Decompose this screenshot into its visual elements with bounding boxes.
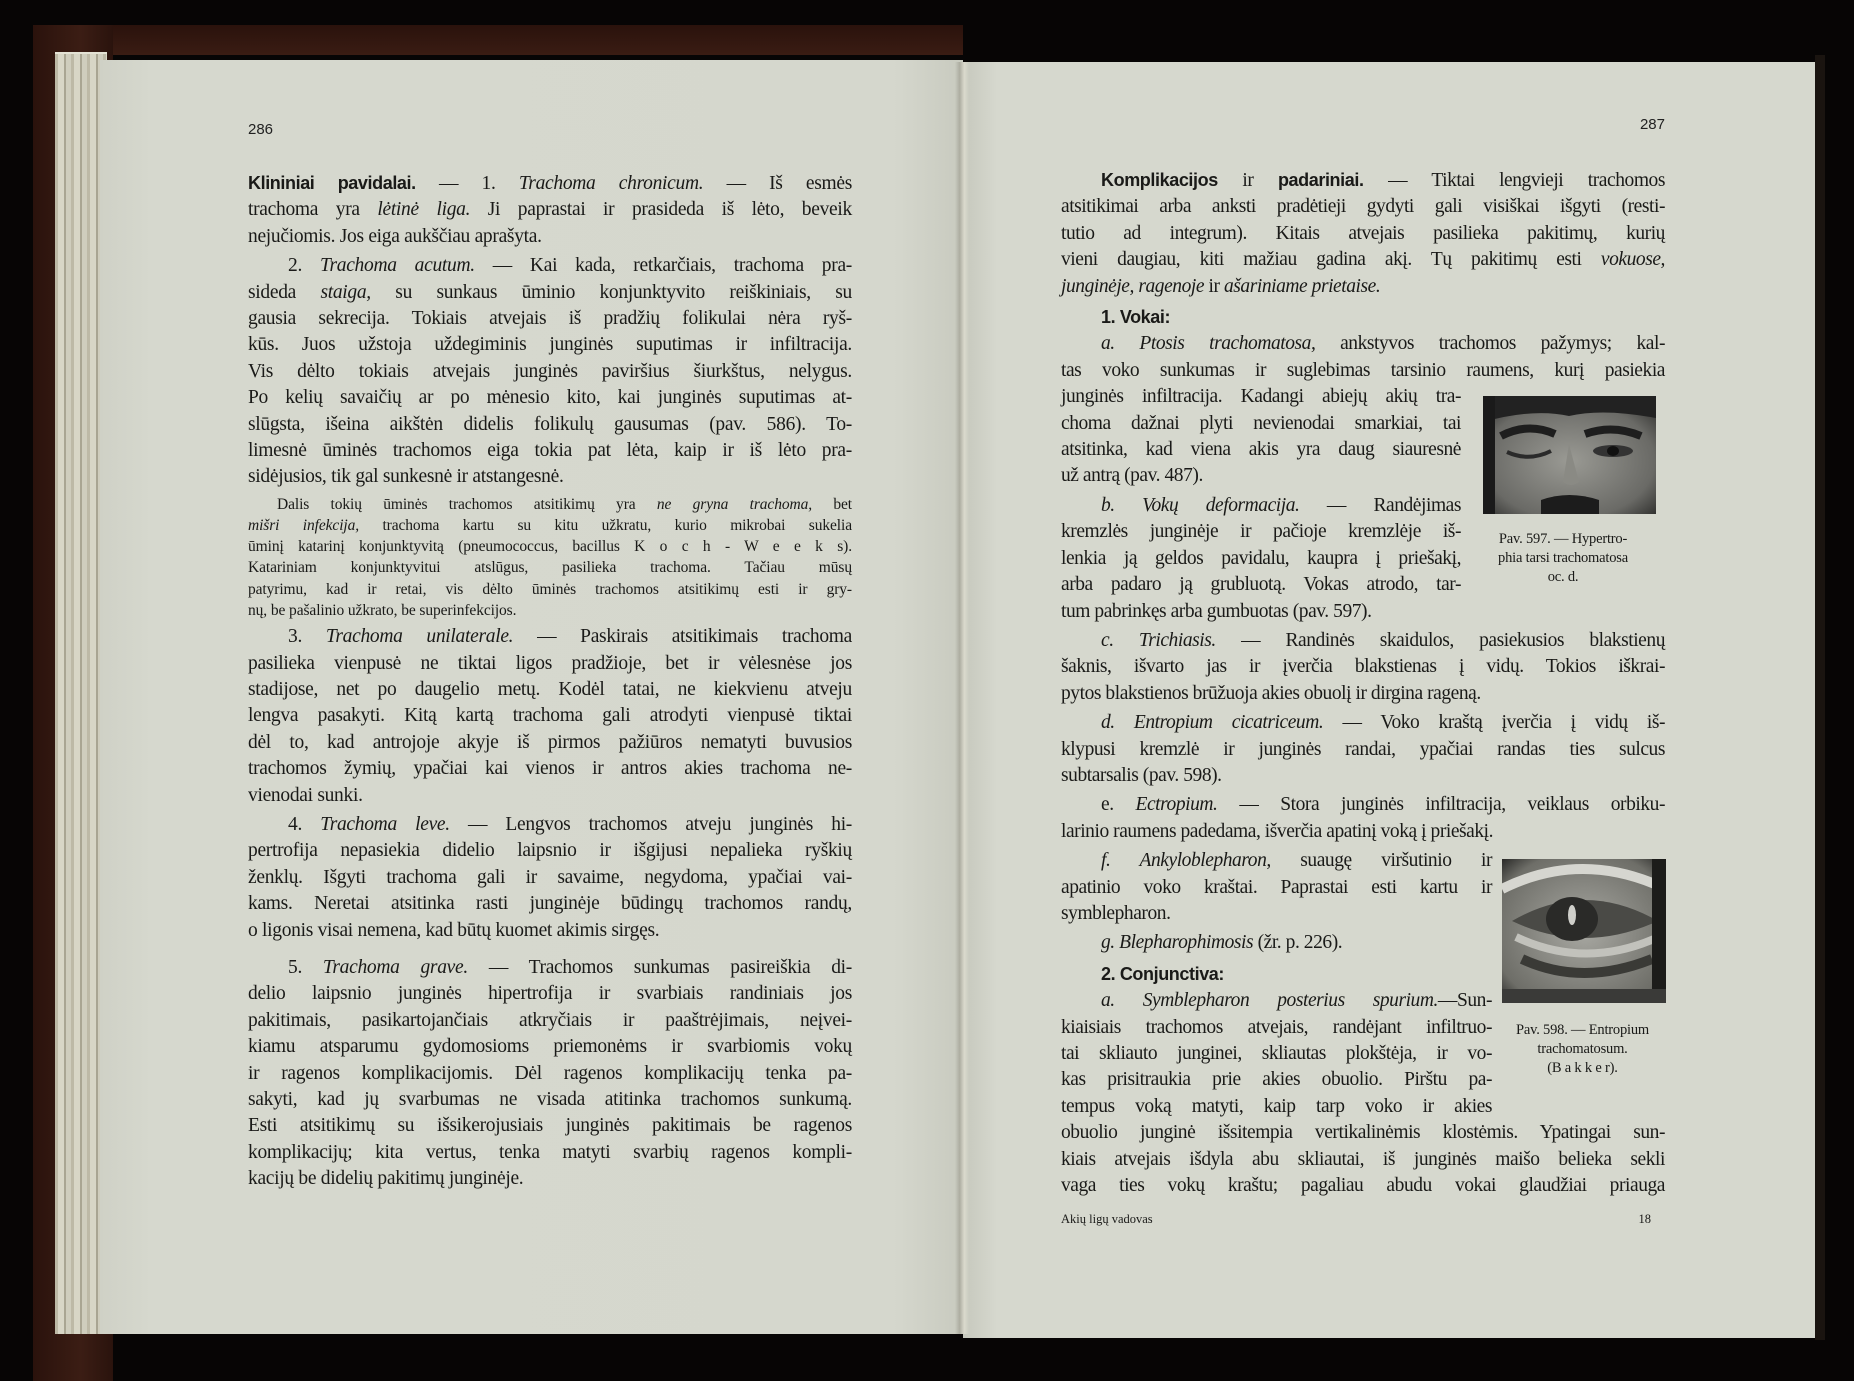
body-text: (žr. p. 226). — [1253, 932, 1343, 954]
text-line — [1061, 819, 1665, 845]
text-line — [1061, 654, 1665, 680]
body-text: — Trachomos sunkumas pasireiškia di- — [467, 956, 852, 978]
text-line — [1061, 358, 1665, 384]
body-text: 2. — [288, 255, 320, 277]
italic-text: Trachoma acutum. — [319, 255, 475, 277]
text-line — [248, 579, 852, 600]
italic-text: b. Vokų deformacija. — [1101, 494, 1300, 516]
figure-597-photo-face — [1483, 396, 1656, 514]
text-line — [248, 170, 852, 197]
text-line — [248, 1008, 852, 1034]
text-line — [1061, 167, 1665, 194]
text-line — [248, 812, 852, 838]
text-line — [248, 624, 852, 650]
body-text: junginės infiltracija. Kadangi abiejų akių tra- — [1061, 386, 1461, 408]
book-gutter — [955, 62, 969, 1334]
text-line — [1061, 221, 1665, 247]
body-text: nų, be pašalinio užkrato, be superinfekcijos. — [248, 601, 517, 619]
text-line — [248, 515, 852, 536]
figure-caption — [1492, 1021, 1665, 1078]
body-text: vaga ties vokų kraštu; pagaliau abudu vokai glaudžiai priauga — [1061, 1175, 1665, 1197]
body-text: — Randinės skaidulos, pasiekusios blakstienų — [1215, 629, 1665, 651]
body-text: bet — [812, 495, 852, 513]
body-text: kiamu atsparumu gydomosioms priemonėms ir svarbiomis vokų — [248, 1036, 852, 1058]
body-text: tempus voką matyti, kaip tarp voko ir akies — [1061, 1095, 1492, 1117]
figure-597 — [1461, 384, 1665, 594]
text-line — [248, 600, 852, 621]
body-text: tum pabrinkęs arba gumbuotas (pav. 597). — [1061, 600, 1372, 622]
text-line — [248, 359, 852, 385]
body-text: pasilieka vienpusė ne tiktai ligos pradžioje, bet ir vėlesnėse jos — [248, 652, 852, 674]
body-text: kremzlės junginėje ir pačioje kremzlėje iš- — [1061, 521, 1461, 543]
text-line — [248, 981, 852, 1007]
text-line — [248, 783, 852, 809]
text-line — [248, 224, 852, 250]
body-text: Po kelių savaičių ar po mėnesio kito, kai junginės suputimas at- — [248, 387, 852, 409]
body-text: 4. — [288, 813, 321, 835]
body-text: patyrimu, kad ir retai, vis dėlto ūminės trachomos atsitikimų esti ir gry- — [248, 580, 852, 598]
body-text: e. — [1101, 794, 1136, 816]
body-text: obuolio junginė išsitempia vertikalinėmis klostėmis. Ypatingai sun- — [1061, 1122, 1665, 1144]
text-line — [248, 918, 852, 944]
text-line — [248, 197, 852, 223]
paragraph — [248, 253, 852, 491]
bold-heading-text: Klininiai pavidalai. — [248, 173, 416, 193]
text-line — [248, 280, 852, 306]
paragraph — [1061, 628, 1665, 707]
body-text: komplikacijų; kita vertus, tenka matyti svarbių ragenos kompli- — [248, 1141, 852, 1163]
italic-text: g. Blepharophimosis — [1101, 932, 1254, 954]
body-text: atsitinka, kad viena akis yra daug siauresnė — [1061, 439, 1461, 461]
body-text: Dalis tokių ūminės trachomos atsitikimų yra — [277, 495, 657, 513]
paragraph — [248, 624, 852, 809]
body-text: pakitimais, pasikartojančiais atkryčiais ir paaštrėjimais, neįvei- — [248, 1009, 852, 1031]
text-line — [1061, 1173, 1665, 1199]
body-text: sakyti, kad jų svarbumas ne visada atitinka trachomos sunkumą. — [248, 1089, 852, 1110]
bold-heading-text: 2. Conjunctiva: — [1101, 963, 1225, 984]
book-cover-top — [33, 25, 963, 55]
caption-line: phia tarsi trachomatosa — [1498, 550, 1628, 567]
text-line — [1061, 681, 1665, 707]
body-text: vienodai sunki. — [248, 784, 363, 806]
body-text: už antrą (pav. 487). — [1061, 465, 1203, 487]
body-text: choma dažnai plyti nevienodai smarkiai, tai — [1061, 412, 1461, 434]
body-text: kiais atvejais išdyla abu skliautai, iš junginės maišo belieka sekli — [1061, 1148, 1665, 1170]
text-line — [1061, 1147, 1665, 1173]
text-line — [1061, 792, 1665, 818]
body-text: stadijose, net po daugelio metų. Kodėl tatai, ne kiekvienu atveju — [248, 678, 852, 700]
body-text: sideda — [248, 281, 321, 303]
italic-text: Ectropium. — [1135, 794, 1218, 816]
bold-heading-text: Komplikacijos — [1101, 170, 1218, 190]
text-line — [1061, 710, 1665, 736]
text-line — [248, 677, 852, 703]
text-line — [248, 464, 852, 490]
text-line — [1061, 763, 1665, 789]
text-line — [248, 412, 852, 438]
body-text: pertrofija nepasiekia didelio laipsnio ir išgijusi nepalieka ryškių — [248, 840, 852, 862]
body-text: Vis dėlto tokiais atvejais junginės paviršius šiurkštus, nelygus. — [248, 360, 852, 382]
body-text: trachoma yra — [248, 199, 378, 221]
text-line — [1061, 599, 1665, 625]
text-line — [1061, 1094, 1665, 1120]
body-text: gausia sekrecija. Tokiais atvejais iš pradžių folikulai nėra ryš- — [248, 308, 852, 330]
text-line — [248, 306, 852, 332]
body-text: kūs. Juos užstoja uždegiminis junginės suputimas ir infiltracija. — [248, 334, 852, 356]
body-text: ūminį katarinį konjunktyvitą (pneumococcus, bacillus K o c h - W e e k s). — [248, 538, 852, 556]
text-line — [248, 730, 852, 756]
body-text: Ji paprastai ir prasideda iš lėto, beveik — [470, 199, 852, 221]
text-line — [1061, 274, 1665, 300]
text-line — [248, 253, 852, 279]
text-line — [248, 703, 852, 729]
body-text: dėl to, kad antrojoje akyje iš pirmos pažiūros nematyti buvusios — [248, 731, 852, 753]
italic-text: c. Trichiasis. — [1101, 629, 1216, 651]
paragraph — [248, 494, 852, 621]
body-text: —Sun- — [1437, 990, 1492, 1012]
body-text: kacijų be didelių pakitimų junginėje. — [248, 1168, 524, 1190]
text-line — [1061, 194, 1665, 220]
text-line — [248, 332, 852, 358]
italic-text: a. Symblepharon posterius spurium. — [1101, 990, 1438, 1012]
italic-text: staiga, — [320, 281, 371, 303]
figure-caption — [1461, 530, 1665, 587]
body-text: subtarsalis (pav. 598). — [1061, 764, 1222, 786]
italic-text: Trachoma leve. — [320, 813, 450, 835]
italic-text: f. Ankyloblepharon, — [1101, 850, 1271, 872]
body-text: ir ragenos komplikacijomis. Dėl ragenos komplikacijų tenka pa- — [248, 1062, 852, 1084]
bold-heading-text: 1. Vokai: — [1101, 307, 1171, 328]
body-text: — Voko kraštą įverčia į vidų iš- — [1323, 712, 1665, 734]
body-text: Katariniam konjunktyvitui atslūgus, pasilieka trachoma. Tačiau mūsų — [248, 559, 852, 577]
body-text: sidėjusios, tik gal sunkesnė ir atstangesnė. — [248, 466, 564, 488]
paragraph — [248, 170, 852, 250]
text-line — [248, 1061, 852, 1087]
text-line — [1061, 331, 1665, 357]
text-line — [248, 385, 852, 411]
body-text: lengva pasakyti. Kitą kartą trachoma gali atrodyti vienpusė tiktai — [248, 705, 852, 727]
right-page-number: 287 — [1639, 116, 1665, 133]
body-text: — Tiktai lengvieji trachomos — [1363, 170, 1665, 191]
body-text: larinio raumens padedama, išverčia apatinį voką į priešakį. — [1061, 820, 1494, 842]
italic-text: Trachoma chronicum. — [518, 173, 704, 194]
text-line — [1061, 628, 1665, 654]
page-footer — [1061, 1211, 1665, 1227]
paragraph — [1061, 167, 1665, 300]
body-text: šaknis, išvarto jas ir įverčia blakstienas į vidų. Tokios iškrai- — [1061, 656, 1665, 678]
body-text: — Paskirais atsitikimais trachoma — [513, 626, 852, 648]
body-text: limesnė ūminės trachomos eiga tokia pat lėta, kaip ir iš lėto pra- — [248, 440, 852, 462]
italic-text: Trachoma unilaterale. — [325, 626, 514, 648]
italic-text: a. Ptosis trachomatosa, — [1101, 333, 1316, 355]
text-line — [248, 1140, 852, 1166]
body-text: kiaisiais trachomos atvejais, randėjant infiltruo- — [1061, 1016, 1492, 1038]
body-text: ir — [1217, 170, 1278, 191]
body-text: arba padaro ją grubluotą. Vokas atrodo, tar- — [1061, 574, 1461, 596]
body-text: atsitikimai arba anksti pradėtieji gydyti gali visiškai išgyti (resti- — [1061, 196, 1665, 218]
italic-text: d. Entropium cicatriceum. — [1101, 712, 1324, 734]
paragraph — [248, 812, 852, 944]
text-line — [248, 1113, 852, 1139]
body-text: Esti atsitikimų su išsikerojusiais junginės pakitimais be ragenos — [248, 1115, 852, 1137]
body-text: trachoma kartu su kitu užkratu, kurio mikrobai sukelia — [359, 517, 852, 535]
text-line — [248, 536, 852, 557]
body-text: ankstyvos trachomos pažymys; kal- — [1315, 333, 1665, 355]
body-text: su sunkaus ūminio konjunktyvito reiškiniais, su — [370, 281, 853, 303]
body-text: — Kai kada, retkarčiais, trachoma pra- — [474, 255, 853, 277]
body-text: suaugę viršutinio ir — [1270, 850, 1492, 872]
caption-line: Pav. 597. — Hypertro- — [1498, 531, 1628, 548]
paragraph — [1061, 792, 1665, 845]
text-line — [248, 955, 852, 981]
body-text: vieni daugiau, kiti mažiau gadina akį. Tų pakitimų esti — [1061, 249, 1601, 271]
italic-text: vokuose, — [1600, 249, 1665, 271]
caption-line: (B a k k e r). — [1547, 1060, 1618, 1077]
body-text: symblepharon. — [1061, 902, 1171, 924]
text-line — [1061, 304, 1665, 331]
left-page-text — [248, 170, 852, 1193]
italic-text: mišri infekcija, — [248, 517, 360, 535]
italic-text: ne gryna trachoma, — [656, 495, 813, 513]
bold-heading-text: padariniai. — [1277, 170, 1364, 190]
body-text: 5. — [288, 956, 323, 978]
body-text: lenkia ją geldos pavidalu, kaupra į priešakį, — [1061, 547, 1461, 569]
section-heading — [1061, 304, 1665, 331]
body-text: kams. Neretai atsitinka rasti junginėje būdingų trachomos randų, — [248, 893, 852, 915]
body-text: o ligonis visai nemena, kad būtų kuomet akimis sirgęs. — [248, 919, 660, 941]
text-line — [248, 1034, 852, 1060]
italic-text: ašariniame prietaise. — [1223, 275, 1381, 297]
body-text: nejučiomis. Jos eiga aukščiau aprašyta. — [248, 225, 542, 247]
figure-598-photo-eye — [1502, 859, 1666, 1003]
right-page-edge — [1815, 55, 1825, 1340]
footer-signature-number: 18 — [1638, 1212, 1651, 1227]
body-text: tas voko sunkumas ir suglebimas tarsinio raumens, kurį pasiekia — [1061, 359, 1665, 381]
text-line — [248, 651, 852, 677]
body-text: — 1. — [415, 173, 519, 194]
figure-598 — [1492, 845, 1665, 1095]
text-line — [248, 891, 852, 917]
caption-line: trachomatosum. — [1537, 1041, 1628, 1058]
left-page-number: 286 — [248, 121, 274, 138]
body-text: kas prisitraukia prie akies obuolio. Pirštu pa- — [1061, 1069, 1492, 1091]
body-text: ir — [1204, 275, 1224, 297]
text-line — [248, 438, 852, 464]
caption-line: oc. d. — [1547, 569, 1579, 586]
body-text: pytos blakstienos brūžuoja akies obuolį ir dirgina rageną. — [1061, 682, 1481, 704]
text-line — [248, 557, 852, 578]
italic-text: junginėje, ragenoje — [1061, 275, 1205, 297]
body-text: tai skliauto junginei, skliautas plokštėja, ir vo- — [1061, 1043, 1492, 1064]
body-text: trachomos žymių, ypačiai kai vienos ir antros akies trachoma ne- — [248, 758, 852, 780]
text-line — [248, 494, 852, 515]
paragraph — [1061, 710, 1665, 789]
text-line — [1061, 737, 1665, 763]
body-text: — Lengvos trachomos atveju junginės hi- — [449, 813, 852, 835]
text-line — [248, 756, 852, 782]
paragraph — [248, 955, 852, 1193]
italic-text: Trachoma grave. — [322, 956, 468, 978]
body-text: tutio ad integrum). Kitais atvejais pasilieka pakitimų, kurių — [1061, 222, 1665, 244]
body-text: slūgsta, išeina aikštėn didelis folikulų gausumas (pav. 586). To- — [248, 413, 852, 435]
body-text: ženklų. Išgyti trachoma gali ir savaime, negydoma, ypačiai vai- — [248, 866, 852, 888]
footer-book-title: Akių ligų vadovas — [1061, 1212, 1153, 1227]
text-line — [248, 865, 852, 891]
text-line — [248, 838, 852, 864]
body-text: — Iš esmės — [703, 173, 853, 194]
text-line — [1061, 247, 1665, 273]
text-line — [1061, 1120, 1665, 1146]
body-text: apatinio voko kraštai. Paprastai esti kartu ir — [1061, 876, 1492, 898]
body-text: 3. — [288, 626, 326, 648]
text-line — [248, 1166, 852, 1192]
right-page-text — [1061, 167, 1665, 1227]
body-text: — Randėjimas — [1299, 494, 1462, 516]
italic-text: lėtinė liga. — [377, 199, 471, 221]
body-text: — Stora junginės infiltracija, veiklaus orbiku- — [1217, 794, 1665, 816]
body-text: klypusi kremzlė ir junginės randai, ypačiai randas ties sulcus — [1061, 738, 1665, 760]
text-line — [248, 1087, 852, 1113]
caption-line: Pav. 598. — Entropium — [1515, 1022, 1649, 1039]
body-text: delio laipsnio junginės hipertrofija ir svarbiais randiniais jos — [248, 983, 852, 1005]
